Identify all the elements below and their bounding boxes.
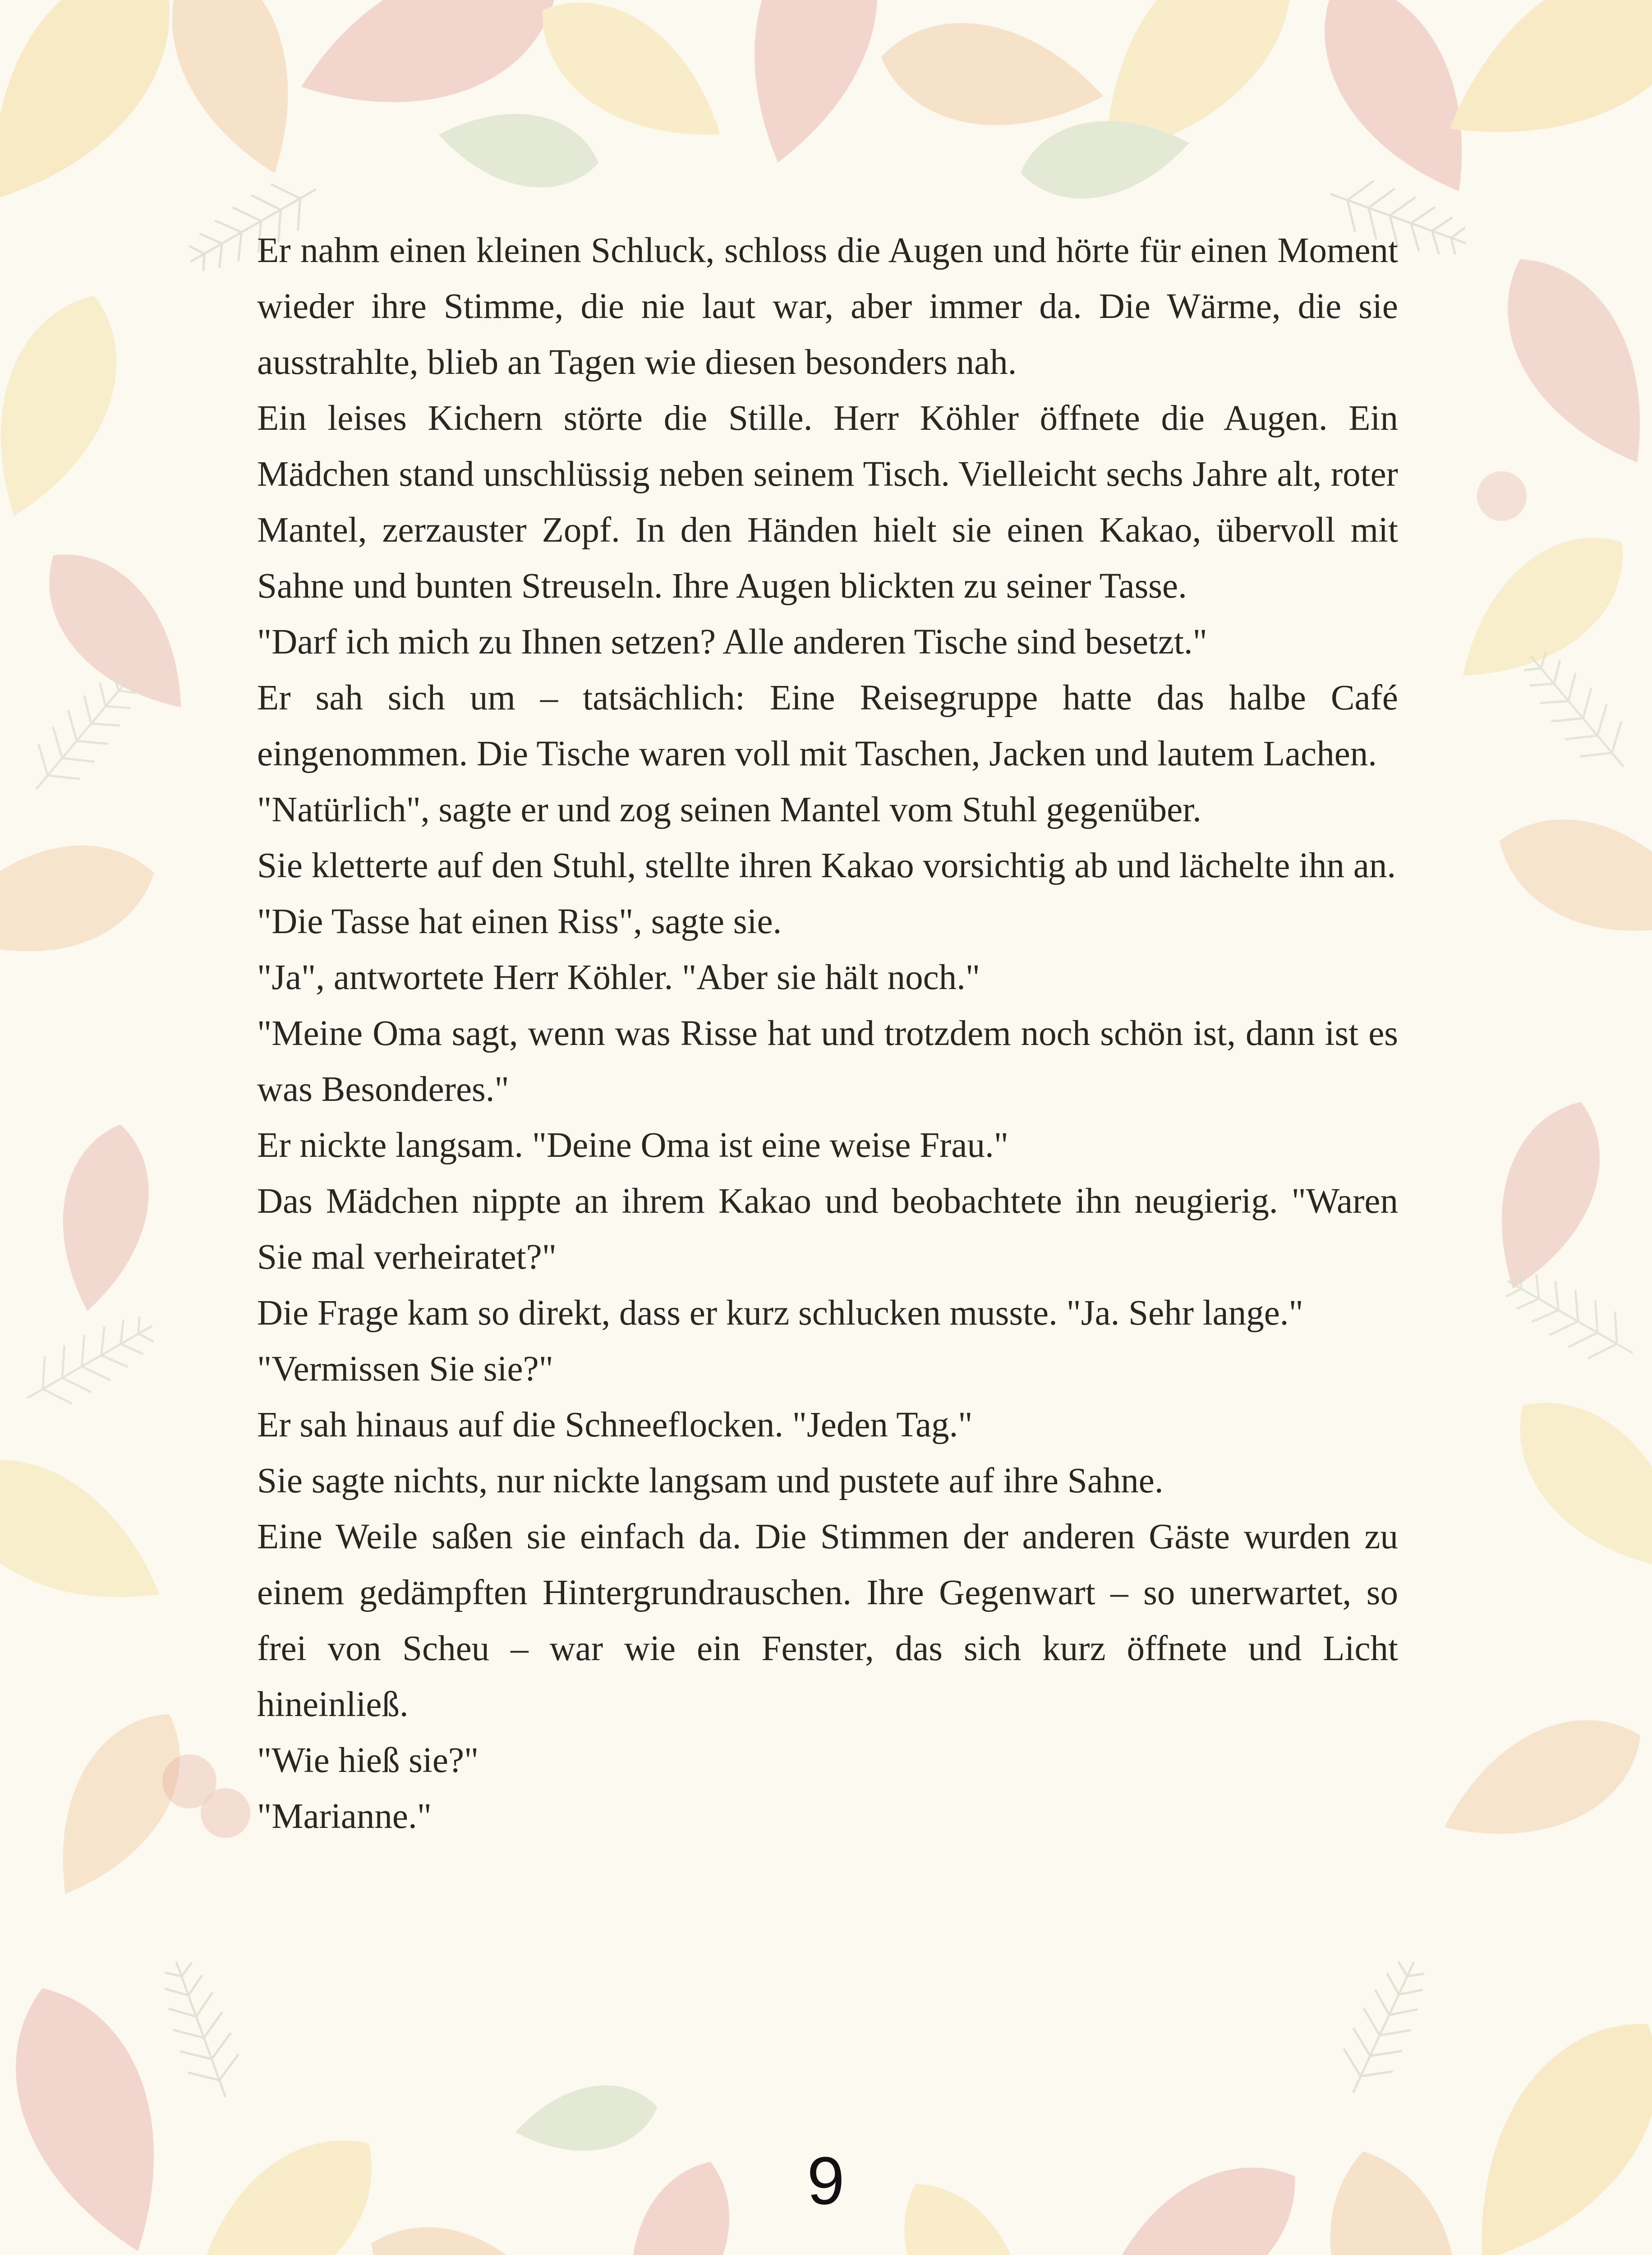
paragraph: Er nahm einen kleinen Schluck, schloss die Augen und hörte für einen Moment wieder ihre Stimme, die nie laut war, aber immer da. Die Wärme, die sie ausstrahlte, blieb an Tagen wie diesen besonders nah. — [257, 231, 1398, 382]
paragraph: "Wie hieß sie?" — [257, 1741, 479, 1780]
paragraph: Er nickte langsam. "Deine Oma ist eine weise Frau." — [257, 1126, 1008, 1165]
paragraph: Das Mädchen nippte an ihrem Kakao und beobachtete ihn neugierig. "Waren Sie mal verheiratet?" — [257, 1182, 1398, 1277]
paragraph: "Marianne." — [257, 1797, 432, 1836]
left-leaf-cluster — [0, 278, 214, 1917]
paragraph: Ein leises Kichern störte die Stille. Herr Köhler öffnete die Augen. Ein Mädchen stand unschlüssig neben seinem Tisch. Vielleicht sechs Jahre alt, roter Mantel, zerzauster Zopf. In den Händen hielt sie einen Kakao, übervoll mit Sahne und bunten Streuseln. Ihre Augen blickten zu seiner Tasse. — [257, 399, 1398, 606]
paragraph: Die Frage kam so direkt, dass er kurz schlucken musste. "Ja. Sehr lange." — [257, 1293, 1303, 1333]
right-leaf-cluster — [1424, 234, 1652, 1870]
paragraph: Er sah sich um – tatsächlich: Eine Reisegruppe hatte das halbe Café eingenommen. Die Tische waren voll mit Taschen, Jacken und lautem Lachen. — [257, 678, 1398, 773]
paragraph: "Natürlich", sagte er und zog seinen Mantel vom Stuhl gegenüber. — [257, 790, 1201, 829]
page-number: 9 — [807, 2143, 845, 2218]
story-text — [257, 223, 1398, 1845]
paragraph: Sie kletterte auf den Stuhl, stellte ihren Kakao vorsichtig ab und lächelte ihn an. — [257, 846, 1396, 885]
paragraph: Sie sagte nichts, nur nickte langsam und pustete auf ihre Sahne. — [257, 1461, 1164, 1500]
paragraph: Er sah hinaus auf die Schneeflocken. "Jeden Tag." — [257, 1405, 973, 1445]
paragraph: "Die Tasse hat einen Riss", sagte sie. — [257, 902, 782, 941]
paragraph: "Meine Oma sagt, wenn was Risse hat und trotzdem noch schön ist, dann ist es was Besonderes." — [257, 1014, 1398, 1109]
paragraph: "Vermissen Sie sie?" — [257, 1349, 553, 1389]
paragraph: "Darf ich mich zu Ihnen setzen? Alle anderen Tische sind besetzt." — [257, 622, 1207, 662]
paragraph: "Ja", antwortete Herr Köhler. "Aber sie hält noch." — [257, 958, 980, 997]
paragraph: Eine Weile saßen sie einfach da. Die Stimmen der anderen Gäste wurden zu einem gedämpften Hintergrundrauschen. Ihre Gegenwart – so unerwartet, so frei von Scheu – war wie ein Fenster, das sich kurz öffnete und Licht hineinließ. — [257, 1517, 1398, 1724]
